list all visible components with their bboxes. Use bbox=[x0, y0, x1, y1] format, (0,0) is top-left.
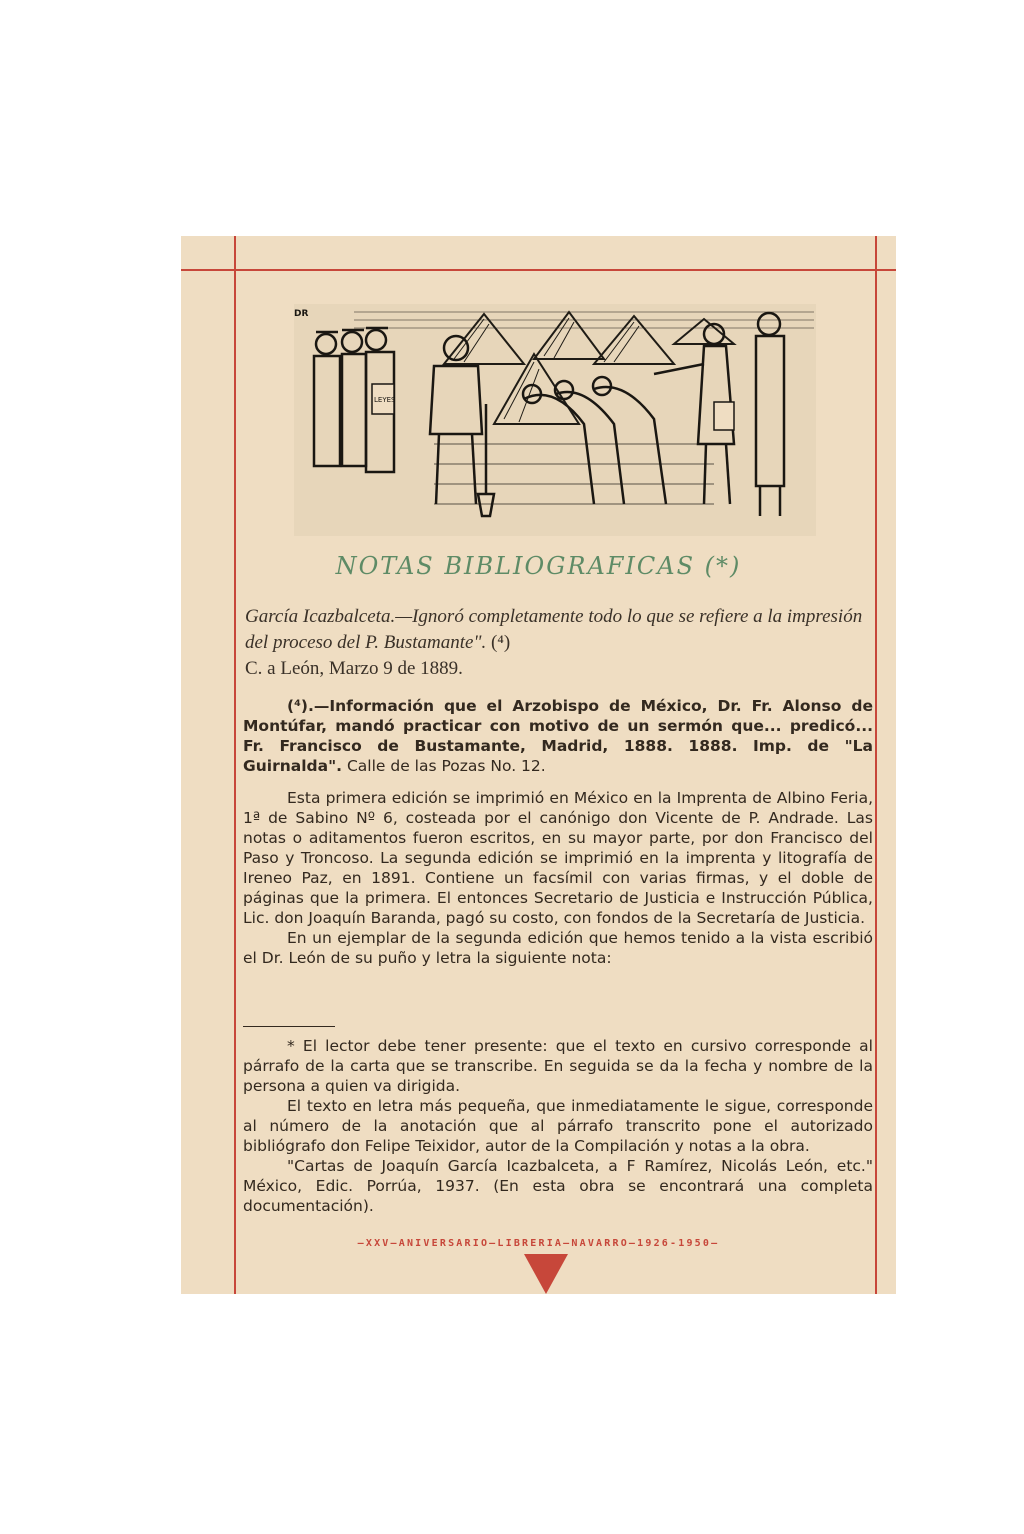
annotation-plain-text: Calle de las Pozas No. 12. bbox=[342, 757, 546, 775]
woodcut-illustration bbox=[294, 304, 816, 536]
border-left-rule bbox=[234, 236, 236, 1294]
book-page bbox=[181, 236, 896, 1294]
footnotes bbox=[243, 1036, 873, 1216]
border-top-rule bbox=[181, 269, 896, 271]
footnote: * El lector debe tener presente: que el texto en cursivo corresponde al párrafo de la carta que se transcribe. En seguida se da la fecha y nombre de la persona a quien va dirigida. bbox=[243, 1037, 873, 1095]
woodcut-initials: DR bbox=[294, 309, 309, 319]
woodcut-sign-text: LEYES bbox=[374, 396, 396, 404]
anniversary-footer: —XXV—ANIVERSARIO—LIBRERIA—NAVARRO—1926-1950— bbox=[357, 1238, 720, 1249]
border-right-rule bbox=[875, 236, 877, 1294]
triangle-ornament bbox=[524, 1254, 568, 1294]
paragraph: En un ejemplar de la segunda edición que hemos tenido a la vista escribió el Dr. León de su puño y letra la siguiente nota: bbox=[243, 929, 873, 967]
page-title: NOTAS BIBLIOGRAFICAS (*) bbox=[335, 552, 742, 580]
main-text bbox=[243, 788, 873, 968]
letter-signoff: C. a León, Marzo 9 de 1889. bbox=[245, 658, 463, 679]
paragraph: Esta primera edición se imprimió en México en la Imprenta de Albino Feria, 1ª de Sabino Nº 6, costeada por el canónigo don Vicente de P. Andrade. Las notas o aditamentos fueron escritos, en su mayor parte, por don Francisco del Paso y Troncoso. La segunda edición se imprimió en la imprenta y litografía de Ireneo Paz, en 1891. Contiene un facsímil con varias firmas, y el doble de páginas que la primera. El entonces Secretario de Justicia e Instrucción Pública, Lic. don Joaquín Baranda, pagó su costo, con fondos de la Secretaría de Justicia. bbox=[243, 789, 873, 927]
footnote: El texto en letra más pequeña, que inmediatamente le sigue, corresponde al número de la anotación que al párrafo transcrito pone el autorizado bibliógrafo don Felipe Teixidor, autor de la Compilación y notas a la obra. bbox=[243, 1097, 873, 1155]
letter-excerpt bbox=[245, 604, 870, 682]
annotation-block bbox=[243, 696, 873, 776]
letter-footnote-ref: (⁴) bbox=[486, 632, 511, 653]
annotation-bold-text: (⁴).—Información que el Arzobispo de México, Dr. Fr. Alonso de Montúfar, mandó practicar con motivo de un sermón que... predicó... Fr. Francisco de Bustamante, Madrid, 1888. 1888. Imp. de "La Guirnalda". bbox=[243, 697, 873, 775]
footnote: "Cartas de Joaquín García Icazbalceta, a F Ramírez, Nicolás León, etc." México, Edic. Porrúa, 1937. (En esta obra se encontrará una completa documentación). bbox=[243, 1157, 873, 1215]
letter-italic-text: García Icazbalceta.—Ignoró completamente todo lo que se refiere a la impresión del proceso del P. Bustamante". bbox=[245, 606, 863, 653]
footnote-divider bbox=[243, 1026, 335, 1027]
